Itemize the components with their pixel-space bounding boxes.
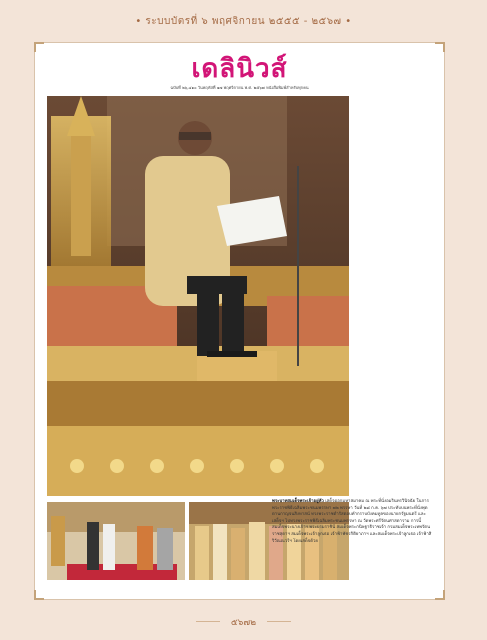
page-number: ๕๖๗๒ xyxy=(230,618,257,628)
frame-corner-ornament xyxy=(34,590,44,600)
newspaper-logo: เดลินิวส์ xyxy=(191,54,288,84)
masthead xyxy=(35,55,444,91)
main-photo-royal-throne xyxy=(47,96,349,496)
caption-headline: พระบาทสมเด็จพระเจ้าอยู่หัว xyxy=(272,499,324,504)
frame-corner-ornament xyxy=(435,42,445,52)
thumbnail-illustration xyxy=(47,502,185,580)
caption-body: เสด็จออกมหาสมาคม ณ พระที่นั่งอมรินทรวินิจฉัย ในการพระราชพิธีเฉลิมพระชนมพรรษา ๗๒ พรรษา วันที่ ๒๘ ก.ค. ๖๗ ประทับบนพระที่นั่งพุดตานกาญจนสิงหาสน์ ทรงพระราชดำรัสตอบคำกราบบังคมทูลของนายกรัฐมนตรี และเสด็จฯ ไปทรงพระราชพิธีเฉลิมพระชนมพรรษา ณ วัดพระศรีรัตนศาสดาราม การนี้สมเด็จพระนางเจ้าฯ พระบรมราชินี สมเด็จพระกนิษฐาธิราชเจ้า กรมสมเด็จพระเทพรัตนราชสุดาฯ สมเด็จพระเจ้าลูกเธอ เจ้าฟ้าพัชรกิติยาภาฯ และสมเด็จพระเจ้าลูกเธอ เจ้าฟ้าสิริวัณณวรีฯ โดยเสด็จด้วย xyxy=(272,499,432,544)
photo-caption xyxy=(272,499,432,545)
masthead-dateline: ฉบับที่ ๒๖,๔๑๐ วันพฤหัสที่ ๑๗ พฤศจิกายน พ.ศ. ๒๕๖๗ หนังสือพิมพ์สำหรับทุกคน xyxy=(170,85,309,90)
page-number-rule xyxy=(267,621,291,622)
frame-corner-ornament xyxy=(435,590,445,600)
frame-corner-ornament xyxy=(34,42,44,52)
main-photo-illustration xyxy=(47,96,349,496)
article-page xyxy=(34,42,445,600)
thumbnail-photo-ceremony xyxy=(47,502,185,580)
page-header-title: • ระบบบัตรที่ ๖ พฤศจิกายน ๒๕๕๕ - ๒๕๖๗ • xyxy=(135,16,352,27)
